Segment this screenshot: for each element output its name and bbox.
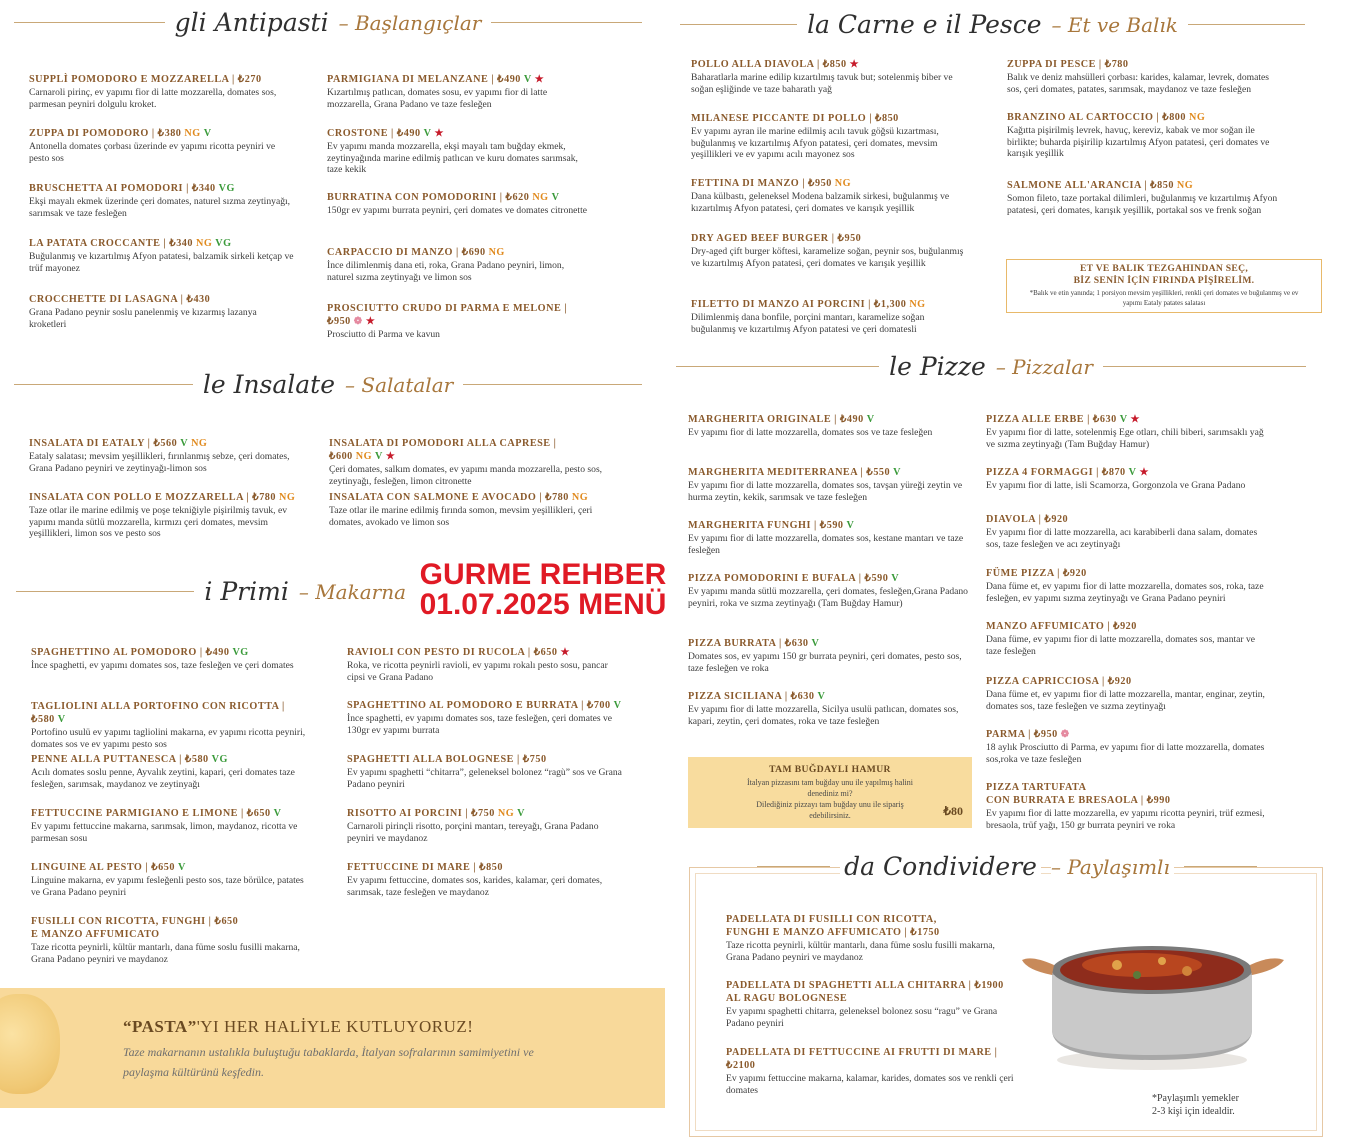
item-description: Taze ricotta peynirli, kültür mantarlı, dana füme soslu fusilli makarna, Grana Padano peyniri ve maydanoz (31, 942, 300, 965)
insalate-menu-item (329, 437, 604, 487)
pasta-promo-banner (0, 988, 665, 1108)
item-name (726, 979, 1016, 1005)
dietary-tag: NG (1188, 112, 1206, 123)
item-description: Ev yapımı fettuccine makarna, kalamar, karides, domates sos ve renkli çeri domates (726, 1073, 1014, 1096)
section-title-tr: – Paylaşımlı (1051, 855, 1174, 879)
primi-menu-item (347, 753, 627, 790)
dietary-tag: ★ (849, 59, 860, 70)
item-description: 18 aylık Prosciutto di Parma, ev yapımı fior di latte mozzarella, domates sos,roka ve taze fesleğen (986, 742, 1265, 765)
item-name (986, 513, 1266, 526)
section-title-it: gli Antipasti (174, 8, 329, 37)
antipasti-menu-item (327, 127, 592, 176)
item-description: Ev yapımı fettuccine, domates sos, karides, kalamar, çeri domates, sarımsak, taze fesleğen ve maydanoz (347, 875, 603, 898)
item-description: Dana füme et, ev yapımı fior di latte mozzarella, domates sos, roka, taze fesleğen, ev yapımı sızma zeytinyağı ve Grana Padano peyniri (986, 581, 1264, 604)
item-description: Domates sos, ev yapımı 150 gr burrata peyniri, çeri domates, pesto sos, taze fesleğen ve roka (688, 651, 962, 674)
pizze-menu-item (688, 466, 968, 503)
item-name (986, 567, 1266, 580)
antipasti-menu-item (327, 302, 592, 341)
item-name (31, 861, 311, 874)
dietary-tag: NG (834, 178, 852, 189)
item-name (327, 191, 592, 204)
watermark (403, 560, 683, 620)
header-rule (680, 24, 797, 25)
item-name-text: FETTUCCINE DI MARE | ₺850 (347, 862, 503, 873)
insalate-header (14, 370, 642, 399)
dietary-tag: NG (195, 238, 213, 249)
item-name (726, 1046, 1016, 1072)
item-description: 150gr ev yapımı burrata peyniri, çeri domates ve domates citronette (327, 205, 588, 216)
item-name-text: BRANZINO AL CARTOCCIO | ₺800 (1007, 112, 1186, 123)
dietary-tag: VG (218, 183, 235, 194)
section-title-tr: – Başlangıçlar (338, 10, 482, 35)
item-name (691, 58, 966, 71)
section-title-tr: – Et ve Balık (1051, 12, 1178, 37)
section-title-it: le Insalate (202, 370, 336, 399)
dietary-tag: NG (278, 492, 296, 503)
item-name-text: INSALATA DI POMODORI ALLA CAPRESE | ₺600 (329, 438, 557, 462)
whole-wheat-info: Dilediğiniz pizzayı tam buğday unu ile sipariş edebilirsiniz. (756, 800, 904, 820)
primi-menu-item (347, 646, 627, 683)
item-name (688, 519, 968, 532)
item-description: Ekşi mayalı ekmek üzerinde çeri domates, naturel sızma zeytinyağı, sarımsak ve taze fesleğen (29, 196, 291, 219)
item-description: Ev yapımı fior di latte mozzarella, domates sos ve taze fesleğen (688, 427, 933, 438)
item-description: Ev yapımı fettuccine makarna, sarımsak, limon, maydanoz, ricotta ve parmesan sosu (31, 821, 298, 844)
item-name (347, 699, 627, 712)
header-rule (1188, 24, 1305, 25)
watermark-line1: GURME REHBER (419, 558, 667, 591)
item-description: Buğulanmış ve kızartılmış Afyon patatesi, balzamik sirkeli ketçap ve trüf mayonez (29, 251, 294, 274)
item-name-text: LA PATATA CROCCANTE | ₺340 (29, 238, 193, 249)
dietary-tag: V (891, 573, 900, 584)
item-description: Dana füme, ev yapımı fior di latte mozzarella, domates sos, mantar ve taze fesleğen (986, 634, 1256, 657)
item-description: Baharatlarla marine edilip kızartılmış tavuk but; sotelenmiş biber ve soğan eşliğinde ve taze baharatlı yağ (691, 72, 953, 95)
primi-menu-item (31, 700, 311, 750)
counter-box-note: *Balık ve etin yanında; 1 porsiyon mevsim yeşillikleri, renkli çeri domates ve buğulanmış ve ev yapımı Eataly patates salatası (1029, 289, 1299, 307)
section-title-it: da Condividere (840, 852, 1041, 881)
item-name-text: PIZZA 4 FORMAGGI | ₺870 (986, 467, 1126, 478)
item-name (1007, 179, 1282, 192)
whole-wheat-box (688, 757, 972, 828)
condividere-menu-item (726, 979, 1016, 1029)
dietary-tag: ★ (1139, 467, 1150, 478)
carne-menu-item (1007, 58, 1282, 95)
item-name-text: PADELLATA DI FETTUCCINE AI FRUTTI DI MARE | ₺2100 (726, 1047, 998, 1071)
sharing-note: *Paylaşımlı yemekler 2-3 kişi için idealdir. (1152, 1093, 1239, 1117)
antipasti-menu-item (327, 73, 592, 110)
item-name-text: SPAGHETTINO AL POMODORO | ₺490 (31, 647, 230, 658)
pizze-menu-item (986, 620, 1266, 657)
item-name (986, 675, 1266, 688)
item-description: Kağıtta pişirilmiş levrek, havuç, kereviz, kabak ve mor soğan ile birlikte; buharda pişirilip kızartılmış Afyon patatesi, çeri domates ve karışık yeşillik (1007, 125, 1270, 160)
item-name-text: TAGLIOLINI ALLA PORTOFINO CON RICOTTA | ₺580 (31, 701, 285, 725)
item-name-text: MILANESE PICCANTE DI POLLO | ₺850 (691, 113, 899, 124)
item-name (347, 753, 627, 766)
primi-menu-item (347, 861, 627, 898)
item-name-text: BRUSCHETTA AI POMODORI | ₺340 (29, 183, 216, 194)
item-name-text: INSALATA CON SALMONE E AVOCADO | ₺780 (329, 492, 569, 503)
carne-menu-item (691, 58, 966, 95)
item-name-text: RAVIOLI CON PESTO DI RUCOLA | ₺650 (347, 647, 558, 658)
item-description: İnce spaghetti, ev yapımı domates sos, taze fesleğen, çeri domates ve 130gr ev yapımı burrata (347, 713, 613, 736)
item-description: Dana füme et, ev yapımı fior di latte mozzarella, mantar, enginar, zeytin, domates sos, taze fesleğen ve sızma zeytinyağı (986, 689, 1265, 712)
counter-info-box (1006, 259, 1322, 313)
item-description: İnce dilimlenmiş dana eti, roka, Grana Padano peyniri, limon, naturel sızma zeytinyağı ve limon sos (327, 260, 565, 283)
item-name (986, 781, 1266, 807)
item-name (347, 807, 627, 820)
item-description: Grana Padano peynir soslu panelenmiş ve kızarmış lazanya kroketleri (29, 307, 257, 330)
section-title-tr: – Makarna (298, 579, 406, 604)
item-name (691, 232, 966, 245)
item-description: Prosciutto di Parma ve kavun (327, 329, 440, 340)
item-description: Ev yapımı spaghetti chitarra, geleneksel bolonez sosu “ragu” ve Grana Padano peyniri (726, 1006, 998, 1029)
header-rule (16, 591, 194, 592)
item-name (29, 127, 294, 140)
header-rule (491, 22, 642, 23)
item-name-text: MARGHERITA FUNGHI | ₺590 (688, 520, 844, 531)
item-name-text: CROCCHETTE DI LASAGNA | ₺430 (29, 294, 211, 305)
pizze-menu-item (688, 637, 968, 674)
item-name-text: FETTUCCINE PARMIGIANO E LIMONE | ₺650 (31, 808, 271, 819)
dietary-tag: ★ (434, 128, 445, 139)
item-name-text: PARMA | ₺950 (986, 729, 1058, 740)
item-description: Taze otlar ile marine edilmiş fırında somon, mevsim yeşillikleri, çeri domates, avokado ve limon sos (329, 505, 593, 528)
primi-menu-item (31, 646, 311, 672)
pizze-menu-item (688, 690, 968, 727)
dietary-tag: V (423, 128, 432, 139)
item-name (327, 73, 592, 86)
primi-menu-item (31, 915, 311, 965)
carne-menu-item (1007, 179, 1282, 216)
dietary-tag: V (203, 128, 212, 139)
item-name (688, 466, 968, 479)
item-description: Carnaroli pirinç, ev yapımı fior di latte mozzarella, domates sos, parmesan peyniri dolgulu kroket. (29, 87, 277, 110)
dietary-tag: NG (532, 192, 549, 203)
item-description: Ev yapımı fior di latte, isli Scamorza, Gorgonzola ve Grana Padano (986, 480, 1246, 491)
antipasti-menu-item (29, 182, 294, 219)
item-description: Antonella domates çorbası üzerinde ev yapımı ricotta peyniri ve pesto sos (29, 141, 276, 164)
item-name (688, 413, 968, 426)
pizze-menu-item (986, 466, 1266, 492)
dietary-tag: V (517, 808, 525, 819)
item-name (986, 466, 1266, 479)
dietary-tag: V (523, 74, 532, 85)
carne-menu-item (1007, 111, 1282, 160)
whole-wheat-question: İtalyan pizzasını tam buğday unu ile yapılmış halini denediniz mi? (747, 778, 913, 798)
dietary-tag: V (177, 862, 186, 873)
item-name (1007, 111, 1282, 124)
item-description: Ev yapımı fior di latte mozzarella, domates sos, kestane mantarı ve taze fesleğen (688, 533, 964, 556)
item-description: Ev yapımı fior di latte mozzarella, domates sos, tavşan yüreği zeytin ve hurma zeytin, kekik, sarımsak ve taze fesleğen (688, 480, 963, 503)
item-description: Ev yapımı fior di latte mozzarella, ev yapımı ricotta peyniri, trüf ezmesi, bresaola, trüf yağı, 150 gr burrata peyniri ve roka (986, 808, 1265, 831)
item-description: Dry-aged çift burger köftesi, karamelize soğan, peynir sos, buğulanmış ve kızartılmış Afyon patatesi, çeri domates ve karışık yeşillik (691, 246, 964, 269)
dietary-tag: NG (488, 247, 505, 258)
item-description: Ev yapımı fior di latte mozzarella, Sicilya usulü patlıcan, domates sos, kapari, zeytin, çeri domates, roka ve taze fesleğen (688, 704, 959, 727)
condividere-header (757, 852, 1257, 881)
item-name-text: CARPACCIO DI MANZO | ₺690 (327, 247, 486, 258)
item-description: Roka, ve ricotta peynirli ravioli, ev yapımı rokalı pesto sosu, pancar cipsi ve Grana Padano (347, 660, 608, 683)
item-name (327, 127, 592, 140)
item-name-text: FETTINA DI MANZO | ₺950 (691, 178, 832, 189)
item-description: Kızartılmış patlıcan, domates sosu, ev yapımı fior di latte mozzarella, Grana Padano ve taze fesleğen (327, 87, 548, 110)
header-rule (1184, 866, 1257, 867)
item-description: Taze ricotta peynirli, kültür mantarlı, dana füme soslu fusilli makarna, Grana Padano peyniri ve maydanoz (726, 940, 995, 963)
primi-menu-item (31, 753, 311, 790)
item-description: Ev yapımı manda sütlü mozzarella, çeri domates, fesleğen,Grana Padano peyniri, roka ve sızma zeytinyağı (Tam Buğday Hamur) (688, 586, 968, 609)
promo-subtitle: Taze makarnanın ustalıkla buluştuğu tabaklarda, İtalyan sofralarının samimiyetini ve paylaşma kültürünü keşfedin. (123, 1045, 534, 1079)
item-name-text: INSALATA CON POLLO E MOZZARELLA | ₺780 (29, 492, 276, 503)
item-name (29, 237, 294, 250)
item-name-text: SALMONE ALL'ARANCIA | ₺850 (1007, 180, 1174, 191)
dietary-tag: ★ (560, 647, 571, 658)
item-name (986, 413, 1266, 426)
insalate-menu-item (29, 491, 304, 540)
item-name-text: PARMIGIANA DI MELANZANE | ₺490 (327, 74, 521, 85)
header-rule (676, 366, 879, 367)
pasta-illustration (0, 994, 60, 1094)
dietary-tag: V (893, 467, 901, 478)
item-name (329, 491, 604, 504)
header-rule (757, 866, 830, 867)
header-rule (463, 384, 642, 385)
item-name (29, 73, 294, 86)
item-name (986, 620, 1266, 633)
section-title-it: i Primi (204, 577, 289, 606)
pizze-menu-item (986, 567, 1266, 604)
item-name-text: PROSCIUTTO CRUDO DI PARMA E MELONE | ₺950 (327, 303, 568, 327)
item-name (31, 753, 311, 766)
dietary-tag: NG (191, 438, 208, 449)
item-name-text: PIZZA BURRATA | ₺630 (688, 638, 809, 649)
dietary-tag: NG (184, 128, 201, 139)
item-name-text: SPAGHETTINO AL POMODORO E BURRATA | ₺700 (347, 700, 611, 711)
item-name-text: MARGHERITA MEDITERRANEA | ₺550 (688, 467, 891, 478)
pizze-menu-item (986, 728, 1266, 765)
carne-menu-item (691, 177, 966, 214)
antipasti-menu-item (29, 293, 294, 330)
dietary-tag: V (1128, 467, 1137, 478)
item-name-text: PIZZA ALLE ERBE | ₺630 (986, 414, 1117, 425)
header-rule (14, 384, 193, 385)
insalate-menu-item (329, 491, 604, 528)
counter-box-title: ET VE BALIK TEZGAHINDAN SEÇ, BİZ SENİN İÇİN FIRINDA PİŞİRELİM. (1073, 263, 1255, 286)
item-name-text: PIZZA TARTUFATA CON BURRATA E BRESAOLA | ₺990 (986, 782, 1171, 806)
item-name-text: PENNE ALLA PUTTANESCA | ₺580 (31, 754, 209, 765)
item-description: İnce spaghetti, ev yapımı domates sos, taze fesleğen ve çeri domates (31, 660, 294, 671)
pizze-menu-item (986, 675, 1266, 712)
item-description: Portofino usulü ev yapımı tagliolini makarna, ev yapımı ricotta peyniri, domates sos ve ev yapımı pesto sos (31, 727, 306, 750)
item-name-text: LINGUINE AL PESTO | ₺650 (31, 862, 175, 873)
carne-menu-item (691, 232, 966, 269)
dietary-tag: V (866, 414, 875, 425)
dietary-tag: V (811, 638, 820, 649)
dietary-tag: V (273, 808, 282, 819)
item-description: Ev yapımı manda mozzarella, ekşi mayalı tam buğday ekmek, zeytinyağında marine edilmiş patlıcan ve kuru domates sarımsak, taze kekik (327, 141, 578, 176)
item-description: Somon fileto, taze portakal dilimleri, buğulanmış ve kızartılmış Afyon patatesi, çeri domates, karışık yeşillik, portakal sos ve frenk soğan (1007, 193, 1278, 216)
dietary-tag: VG (215, 238, 232, 249)
dietary-tag: VG (211, 754, 228, 765)
item-name-text: ZUPPA DI PESCE | ₺780 (1007, 59, 1129, 70)
pizze-header (676, 352, 1306, 381)
whole-wheat-title: TAM BUĞDAYLI HAMUR (769, 764, 891, 775)
item-name-text: SUPPLÌ POMODORO E MOZZARELLA | ₺270 (29, 74, 262, 85)
antipasti-menu-item (29, 237, 294, 274)
section-title-tr: – Pizzalar (995, 354, 1093, 379)
dietary-tag: ❁ (353, 316, 363, 327)
pizze-menu-item (986, 513, 1266, 550)
dietary-tag: V (375, 451, 383, 462)
item-name (31, 646, 311, 659)
item-name (347, 646, 627, 659)
item-description: Dilimlenmiş dana bonfile, porçini mantarı, karamelize soğan buğulanmış ve kızartılmış Afyon patatesi ve çeri domatesli (691, 312, 925, 335)
carne-menu-item (691, 112, 966, 161)
item-description: Çeri domates, salkım domates, ev yapımı manda mozzarella, pesto sos, zeytinyağı, fesleğen, limon citronette (329, 464, 603, 487)
item-name (31, 915, 311, 941)
item-name (726, 913, 1016, 939)
antipasti-menu-item (29, 73, 294, 110)
watermark-line2: 01.07.2025 MENÜ (419, 588, 667, 621)
primi-menu-item (31, 807, 311, 844)
item-name-text: INSALATA DI EATALY | ₺560 (29, 438, 178, 449)
dietary-tag: ★ (385, 451, 396, 462)
item-name-text: SPAGHETTI ALLA BOLOGNESE | ₺750 (347, 754, 547, 765)
item-name-text: PADELLATA DI SPAGHETTI ALLA CHITARRA | ₺1900 AL RAGU BOLOGNESE (726, 980, 1004, 1004)
item-name-text: MANZO AFFUMICATO | ₺920 (986, 621, 1137, 632)
item-name (329, 437, 604, 463)
dietary-tag: V (817, 691, 826, 702)
item-description: Ev yapımı fior di latte, sotelenmiş Ege otları, chili biberi, sarımsaklı yağ ve sızma zeytinyağı (Tam Buğday Hamur) (986, 427, 1264, 450)
whole-wheat-price: ₺80 (943, 804, 963, 818)
item-name-text: PIZZA CAPRICCIOSA | ₺920 (986, 676, 1132, 687)
item-name-text: MARGHERITA ORIGINALE | ₺490 (688, 414, 864, 425)
antipasti-header (14, 8, 642, 37)
antipasti-menu-item (327, 191, 592, 217)
item-name (691, 177, 966, 190)
primi-menu-item (347, 807, 627, 844)
dietary-tag: ❁ (1060, 729, 1070, 740)
item-name (986, 728, 1266, 741)
dietary-tag: V (551, 192, 560, 203)
item-description: Acılı domates soslu penne, Ayvalık zeytini, kapari, çeri domates taze fesleğen, sarımsak, maydanoz ve zeytinyağı (31, 767, 295, 790)
pizze-menu-item (688, 413, 968, 439)
dietary-tag: V (613, 700, 622, 711)
insalate-menu-item (29, 437, 304, 474)
item-name-text: ZUPPA DI POMODORO | ₺380 (29, 128, 182, 139)
primi-menu-item (347, 699, 627, 736)
header-rule (1103, 366, 1306, 367)
item-name (31, 700, 311, 726)
primi-header (16, 577, 406, 606)
item-description: Balık ve deniz mahsülleri çorbası: karides, kalamar, levrek, domates sos, çeri domates, patates, sarımsak, maydanoz ve taze fesleğen (1007, 72, 1270, 95)
item-name-text: PIZZA POMODORINI E BUFALA | ₺590 (688, 573, 889, 584)
item-name (688, 637, 968, 650)
dietary-tag: ★ (365, 316, 376, 327)
item-name-text: CROSTONE | ₺490 (327, 128, 421, 139)
item-name-text: RISOTTO AI PORCINI | ₺750 (347, 808, 495, 819)
item-name (688, 572, 968, 585)
pizze-menu-item (688, 572, 968, 609)
item-name (29, 437, 304, 450)
item-name (347, 861, 627, 874)
carne-menu-item (691, 298, 966, 335)
promo-title: “PASTA”'YI HER HALİYLE KUTLUYORUZ! (123, 1017, 474, 1036)
item-description: Ev yapımı spaghetti “chitarra”, geleneksel bolonez “ragù” sos ve Grana Padano peyniri (347, 767, 622, 790)
dietary-tag: V (180, 438, 189, 449)
item-description: Dana külbastı, geleneksel Modena balzamik sirkesi, buğulanmış ve kızartılmış Afyon patatesi, çeri domates ve karışık yeşillik (691, 191, 950, 214)
dietary-tag: V (1119, 414, 1128, 425)
section-title-tr: – Salatalar (345, 372, 454, 397)
primi-menu-item (31, 861, 311, 898)
dietary-tag: NG (1176, 180, 1194, 191)
dietary-tag: ★ (534, 74, 545, 85)
item-name (327, 246, 592, 259)
dietary-tag: NG (571, 492, 589, 503)
item-description: Ev yapımı ayran ile marine edilmiş acılı tavuk göğsü kızartması, buğulanmış ve kızartılmış Afyon patatesi, çeri domates, mevsim yeşillikleri ve ev yapımı acılı mayonez sos (691, 126, 939, 161)
antipasti-menu-item (29, 127, 294, 164)
item-name-text: PIZZA SICILIANA | ₺630 (688, 691, 815, 702)
section-title-it: le Pizze (889, 352, 986, 381)
item-name-text: PADELLATA DI FUSILLI CON RICOTTA, FUNGHI E MANZO AFFUMICATO | ₺1750 (726, 914, 940, 938)
dietary-tag: NG (355, 451, 373, 462)
item-description: Eataly salatası; mevsim yeşillikleri, fırınlanmış sebze, çeri domates, Grana Padano peyniri ve zeytinyağı-limon sos (29, 451, 290, 474)
pasta-pot-illustration (1022, 915, 1287, 1075)
dietary-tag: V (846, 520, 855, 531)
dietary-tag: VG (232, 647, 249, 658)
item-description: Carnaroli pirinçli risotto, porçini mantarı, tereyağı, Grana Padano peyniri ve maydanoz (347, 821, 599, 844)
item-name (691, 298, 966, 311)
item-name-text: DRY AGED BEEF BURGER | ₺950 (691, 233, 862, 244)
header-rule (14, 22, 165, 23)
antipasti-menu-item (327, 246, 592, 283)
item-name-text: FÜME PIZZA | ₺920 (986, 568, 1087, 579)
item-name (691, 112, 966, 125)
dietary-tag: NG (909, 299, 926, 310)
item-name (31, 807, 311, 820)
item-name (1007, 58, 1282, 71)
condividere-menu-item (726, 913, 1016, 963)
dietary-tag: NG (497, 808, 515, 819)
item-name (688, 690, 968, 703)
item-name (327, 302, 592, 328)
dietary-tag: ★ (1130, 414, 1141, 425)
item-name-text: DIAVOLA | ₺920 (986, 514, 1069, 525)
item-name-text: BURRATINA CON POMODORINI | ₺620 (327, 192, 530, 203)
item-description: Ev yapımı fior di latte mozzarella, acı karabiberli dana salam, domates sos, taze fesleğen ve acı zeytinyağı (986, 527, 1258, 550)
pizze-menu-item (688, 519, 968, 556)
carne-header (680, 10, 1305, 39)
pizze-menu-item (986, 781, 1266, 831)
item-name-text: FUSILLI CON RICOTTA, FUNGHI | ₺650 E MANZO AFFUMICATO (31, 916, 239, 940)
item-name (29, 182, 294, 195)
section-title-it: la Carne e il Pesce (807, 10, 1042, 39)
item-name (29, 491, 304, 504)
item-description: Taze otlar ile marine edilmiş ve poşe tekniğiyle pişirilmiş tavuk, ev yapımı manda sütlü mozzarella, kırmızı çeri domates, mevsim yeşillikleri, limon sos ve pesto sos (29, 505, 288, 540)
dietary-tag: V (57, 714, 66, 725)
item-name (29, 293, 294, 306)
item-name-text: POLLO ALLA DIAVOLA | ₺850 (691, 59, 847, 70)
item-description: Linguine makarna, ev yapımı fesleğenli pesto sos, taze börülce, patates ve Grana Padano peyniri (31, 875, 304, 898)
pizze-menu-item (986, 413, 1266, 450)
item-name-text: FILETTO DI MANZO AI PORCINI | ₺1,300 (691, 299, 907, 310)
condividere-menu-item (726, 1046, 1016, 1096)
